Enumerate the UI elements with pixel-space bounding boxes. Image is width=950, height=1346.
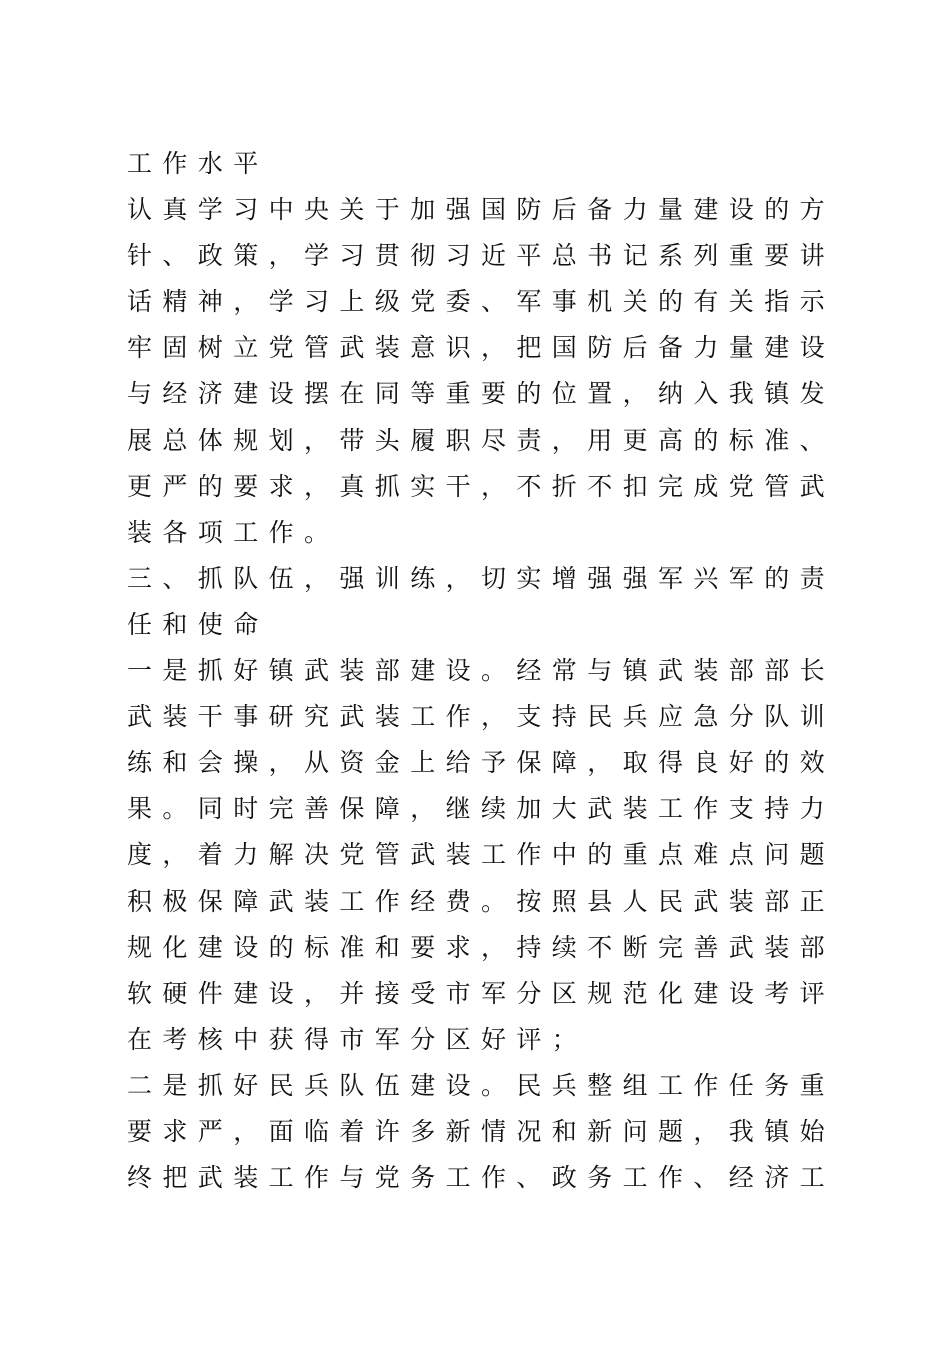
text-line-15: 果。同时完善保障，继续加大武装工作支持力: [127, 794, 836, 824]
text-line-1: 工作水平: [127, 149, 269, 178]
text-line-4: 话精神，学习上级党委、军事机关的有关指示: [127, 287, 836, 317]
text-line-23: 终把武装工作与党务工作、政务工作、经济工: [127, 1163, 836, 1193]
text-line-8: 更严的要求，真抓实干，不折不扣完成党管武: [127, 471, 836, 501]
text-line-18: 规化建设的标准和要求，持续不断完善武装部: [127, 932, 836, 962]
text-line-13: 武装干事研究武装工作，支持民兵应急分队训: [127, 702, 836, 732]
body-text: [127, 141, 836, 1201]
text-line-10: 三、抓队伍，强训练，切实增强强军兴军的责: [127, 563, 836, 593]
text-line-16: 度，着力解决党管武装工作中的重点难点问题: [127, 840, 836, 870]
text-line-14: 练和会操，从资金上给予保障，取得良好的效: [127, 748, 836, 778]
text-line-2: 认真学习中央关于加强国防后备力量建设的方: [127, 195, 836, 225]
text-line-9: 装各项工作。: [127, 517, 340, 547]
text-line-12: 一是抓好镇武装部建设。经常与镇武装部部长: [127, 656, 836, 686]
text-line-7: 展总体规划，带头履职尽责，用更高的标准、: [127, 425, 836, 455]
text-line-21: 二是抓好民兵队伍建设。民兵整组工作任务重: [127, 1070, 836, 1100]
text-line-19: 软硬件建设，并接受市军分区规范化建设考评: [127, 978, 836, 1008]
text-line-5: 牢固树立党管武装意识，把国防后备力量建设: [127, 333, 836, 363]
text-line-6: 与经济建设摆在同等重要的位置，纳入我镇发: [127, 379, 836, 409]
text-line-22: 要求严，面临着许多新情况和新问题，我镇始: [127, 1116, 836, 1146]
text-line-3: 针、政策，学习贯彻习近平总书记系列重要讲: [127, 241, 836, 271]
text-line-20: 在考核中获得市军分区好评；: [127, 1024, 588, 1054]
text-line-17: 积极保障武装工作经费。按照县人民武装部正: [127, 886, 836, 916]
text-line-11: 任和使命: [127, 609, 269, 639]
